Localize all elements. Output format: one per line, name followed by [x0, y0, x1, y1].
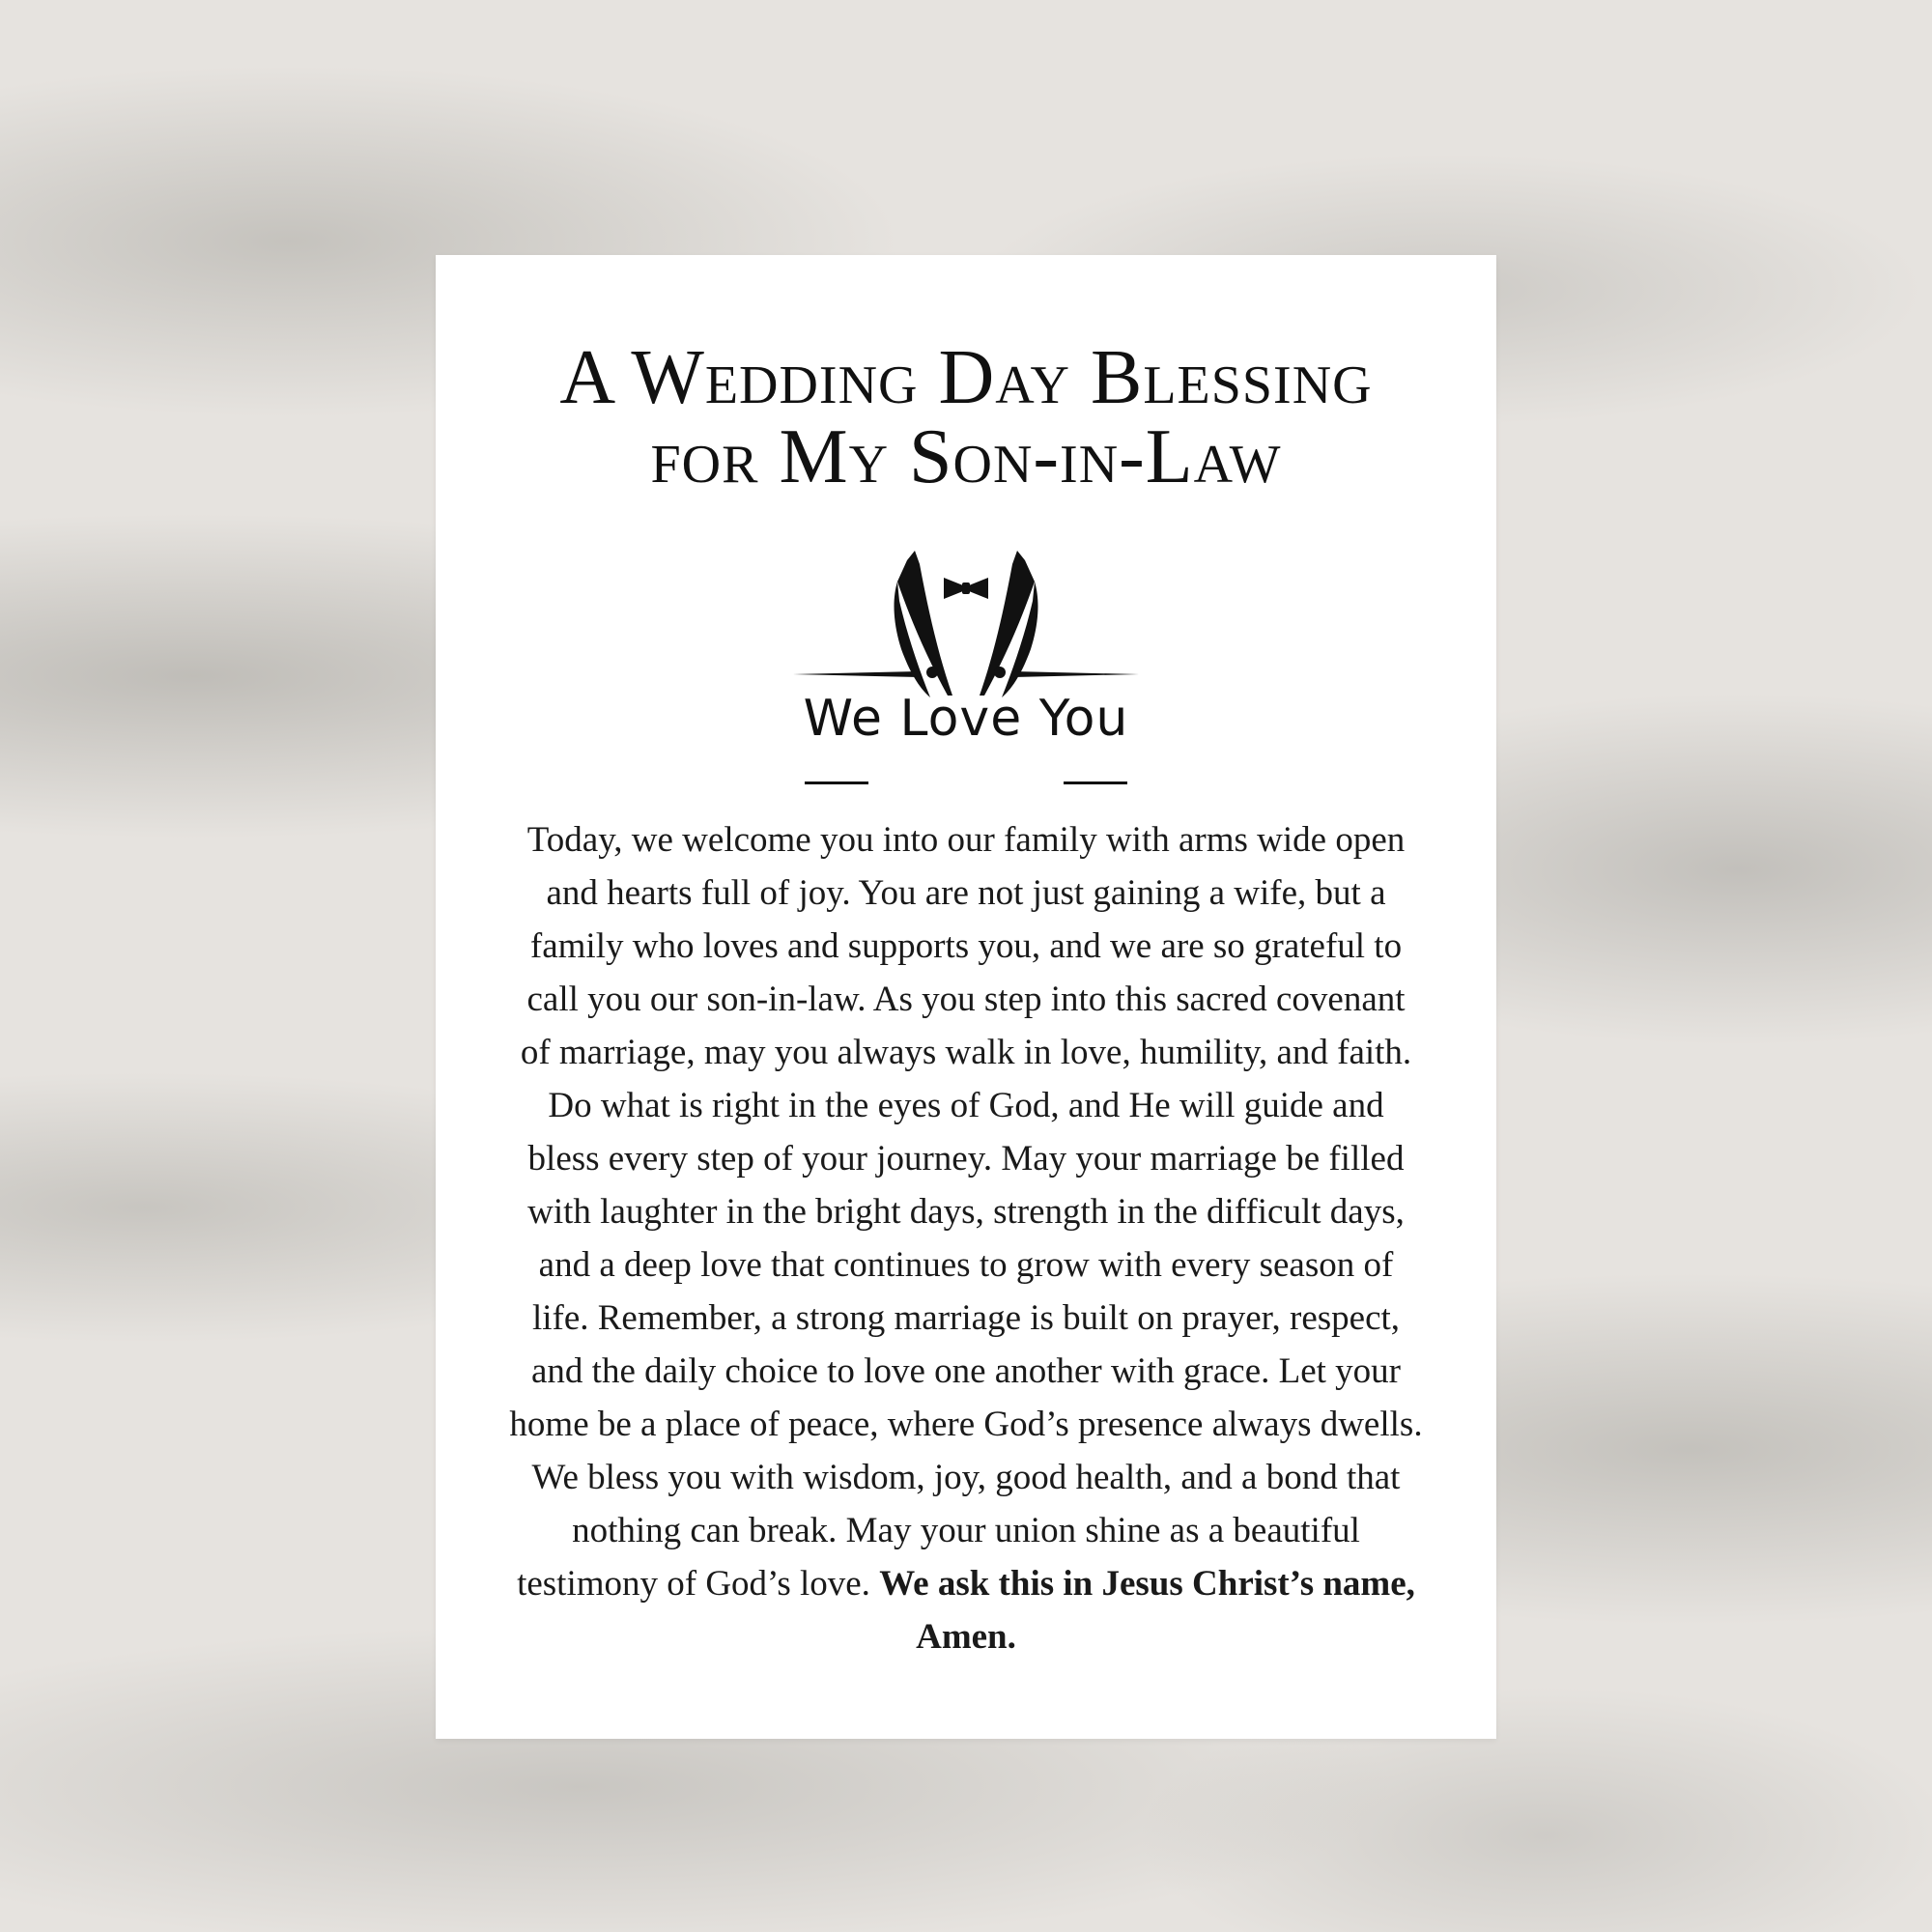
blessing-last-line: [484, 1557, 1448, 1610]
blessing-prayer-bold: We ask this in Jesus Christ’s name,: [879, 1564, 1415, 1604]
blessing-line: Do what is right in the eyes of God, and He will guide and: [548, 1086, 1384, 1125]
divider-left: [805, 781, 868, 784]
blessing-line: family who loves and supports you, and we are so grateful to: [529, 926, 1403, 966]
blessing-line: bless every step of your journey. May your marriage be filled: [527, 1139, 1405, 1179]
blessing-line: and a deep love that continues to grow with every season of: [538, 1245, 1394, 1285]
blessing-line: with laughter in the bright days, strength in the difficult days,: [527, 1192, 1405, 1232]
tagline-underline: [805, 781, 1127, 785]
tagline: We Love You: [803, 690, 1129, 748]
blessing-line: and the daily choice to love one another with grace. Let your: [531, 1351, 1401, 1391]
blessing-line: Today, we welcome you into our family with arms wide open: [526, 820, 1406, 860]
divider-right: [1064, 781, 1127, 784]
blessing-line: and hearts full of joy. You are not just gaining a wife, but a: [546, 873, 1386, 913]
amen-text: Amen.: [916, 1617, 1016, 1657]
blessing-last-line-plain: testimony of God’s love.: [517, 1564, 880, 1604]
blessing-closing: [484, 1610, 1448, 1663]
blessing-line: nothing can break. May your union shine as a beautiful: [572, 1511, 1360, 1550]
card-title-line-2: for My Son-in-Law: [650, 414, 1282, 499]
blessing-line: of marriage, may you always walk in love, humility, and faith.: [520, 1033, 1412, 1072]
blessing-line: home be a place of peace, where God’s presence always dwells.: [509, 1405, 1423, 1444]
blessing-line: We bless you with wisdom, joy, good health, and a bond that: [531, 1458, 1401, 1497]
blessing-line: call you our son-in-law. As you step into this sacred covenant: [526, 980, 1406, 1019]
blessing-line: life. Remember, a strong marriage is built on prayer, respect,: [531, 1298, 1401, 1338]
blessing-text: [484, 813, 1448, 1663]
card-title: [436, 335, 1496, 499]
card-title-line-1: A Wedding Day Blessing: [559, 335, 1373, 420]
blessing-card: [436, 255, 1496, 1739]
